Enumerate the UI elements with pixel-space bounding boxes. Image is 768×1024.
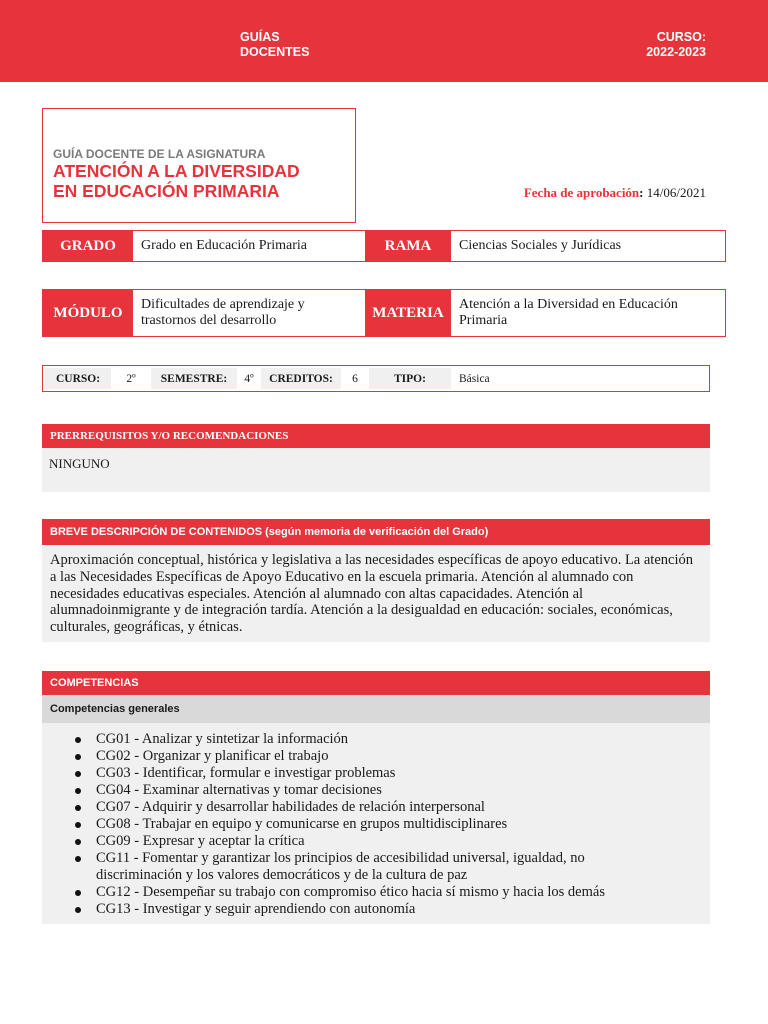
title-line1: ATENCIÓN A LA DIVERSIDAD <box>53 161 300 181</box>
semestre-label: SEMESTRE: <box>151 368 237 389</box>
materia-value: Atención a la Diversidad en Educación Primaria <box>459 297 678 328</box>
header-guias-docentes <box>240 30 309 60</box>
list-item: CG03 - Identificar, formular e investigar problemas <box>42 765 710 782</box>
header-right-line2: 2022-2023 <box>646 45 706 59</box>
approval-date <box>524 185 706 201</box>
title-kicker: GUÍA DOCENTE DE LA ASIGNATURA <box>53 147 266 161</box>
list-item: CG08 - Trabajar en equipo y comunicarse en grupos multidisciplinares <box>42 816 710 833</box>
competencias-list <box>42 731 710 918</box>
grado-label: GRADO <box>43 231 133 261</box>
competencias-heading: COMPETENCIAS <box>42 671 710 695</box>
rama-value: Ciencias Sociales y Jurídicas <box>459 238 622 253</box>
list-item: CG04 - Examinar alternativas y tomar decisiones <box>42 782 710 799</box>
list-item: CG02 - Organizar y planificar el trabajo <box>42 748 710 765</box>
header-right-line1: CURSO: <box>656 30 706 44</box>
title-box <box>42 108 356 223</box>
modulo-label: MÓDULO <box>43 290 133 336</box>
curso-label: CURSO: <box>45 368 111 389</box>
creditos-value: 6 <box>343 368 367 389</box>
page-title <box>53 161 353 201</box>
competencias-generales-heading: Competencias generales <box>42 695 710 723</box>
modulo-value: Dificultades de aprendizaje y trastornos del desarrollo <box>141 297 305 328</box>
header-left-line2: DOCENTES <box>240 45 310 59</box>
list-item: CG13 - Investigar y seguir aprendiendo con autonomía <box>42 901 710 918</box>
prerrequisitos-body: NINGUNO <box>42 448 710 492</box>
grado-value: Grado en Educación Primaria <box>141 238 307 253</box>
approval-label: Fecha de aprobación <box>523 185 640 200</box>
grado-rama-row <box>42 230 726 262</box>
modulo-materia-row <box>42 289 726 337</box>
list-item: CG07 - Adquirir y desarrollar habilidades de relación interpersonal <box>42 799 710 816</box>
header-band <box>0 0 768 82</box>
header-curso <box>646 30 706 60</box>
prerrequisitos-heading: PRERREQUISITOS Y/O RECOMENDACIONES <box>42 424 710 448</box>
list-item: CG11 - Fomentar y garantizar los principios de accesibilidad universal, igualdad, no discriminación y los valores democráticos y de la cultura de paz <box>42 850 710 884</box>
descripcion-heading: BREVE DESCRIPCIÓN DE CONTENIDOS (según memoria de verificación del Grado) <box>42 519 710 545</box>
tipo-label: TIPO: <box>369 368 451 389</box>
approval-colon: : <box>639 185 644 200</box>
title-line2: EN EDUCACIÓN PRIMARIA <box>53 181 280 201</box>
materia-label: MATERIA <box>365 290 451 336</box>
rama-label: RAMA <box>365 231 451 261</box>
list-item: CG12 - Desempeñar su trabajo con compromiso ético hacia sí mismo y hacia los demás <box>42 884 710 901</box>
curso-value: 2º <box>113 368 149 389</box>
semestre-value: 4º <box>239 368 259 389</box>
descripcion-body: Aproximación conceptual, histórica y legislativa a las necesidades específicas de apoyo educativo. La atención a las Necesidades Específicas de Apoyo Educativo en la escuela primaria. Atención al alumnado con necesidades educativas especiales. Atención al alumnado con altas capacidades. Atención al alumnadoinmigrante y de integración tardía. Atención a la desigualdad en educación: sociales, económicas, culturales, geográficas, y étnicas. <box>42 545 710 642</box>
competencias-list-panel <box>42 723 710 924</box>
creditos-label: CREDITOS: <box>261 368 341 389</box>
list-item: CG01 - Analizar y sintetizar la información <box>42 731 710 748</box>
list-item: CG09 - Expresar y aceptar la crítica <box>42 833 710 850</box>
approval-value: 14/06/2021 <box>643 185 706 200</box>
tipo-value: Básica <box>453 368 707 389</box>
course-details-row <box>42 365 710 392</box>
header-left-line1: GUÍAS <box>240 30 280 44</box>
